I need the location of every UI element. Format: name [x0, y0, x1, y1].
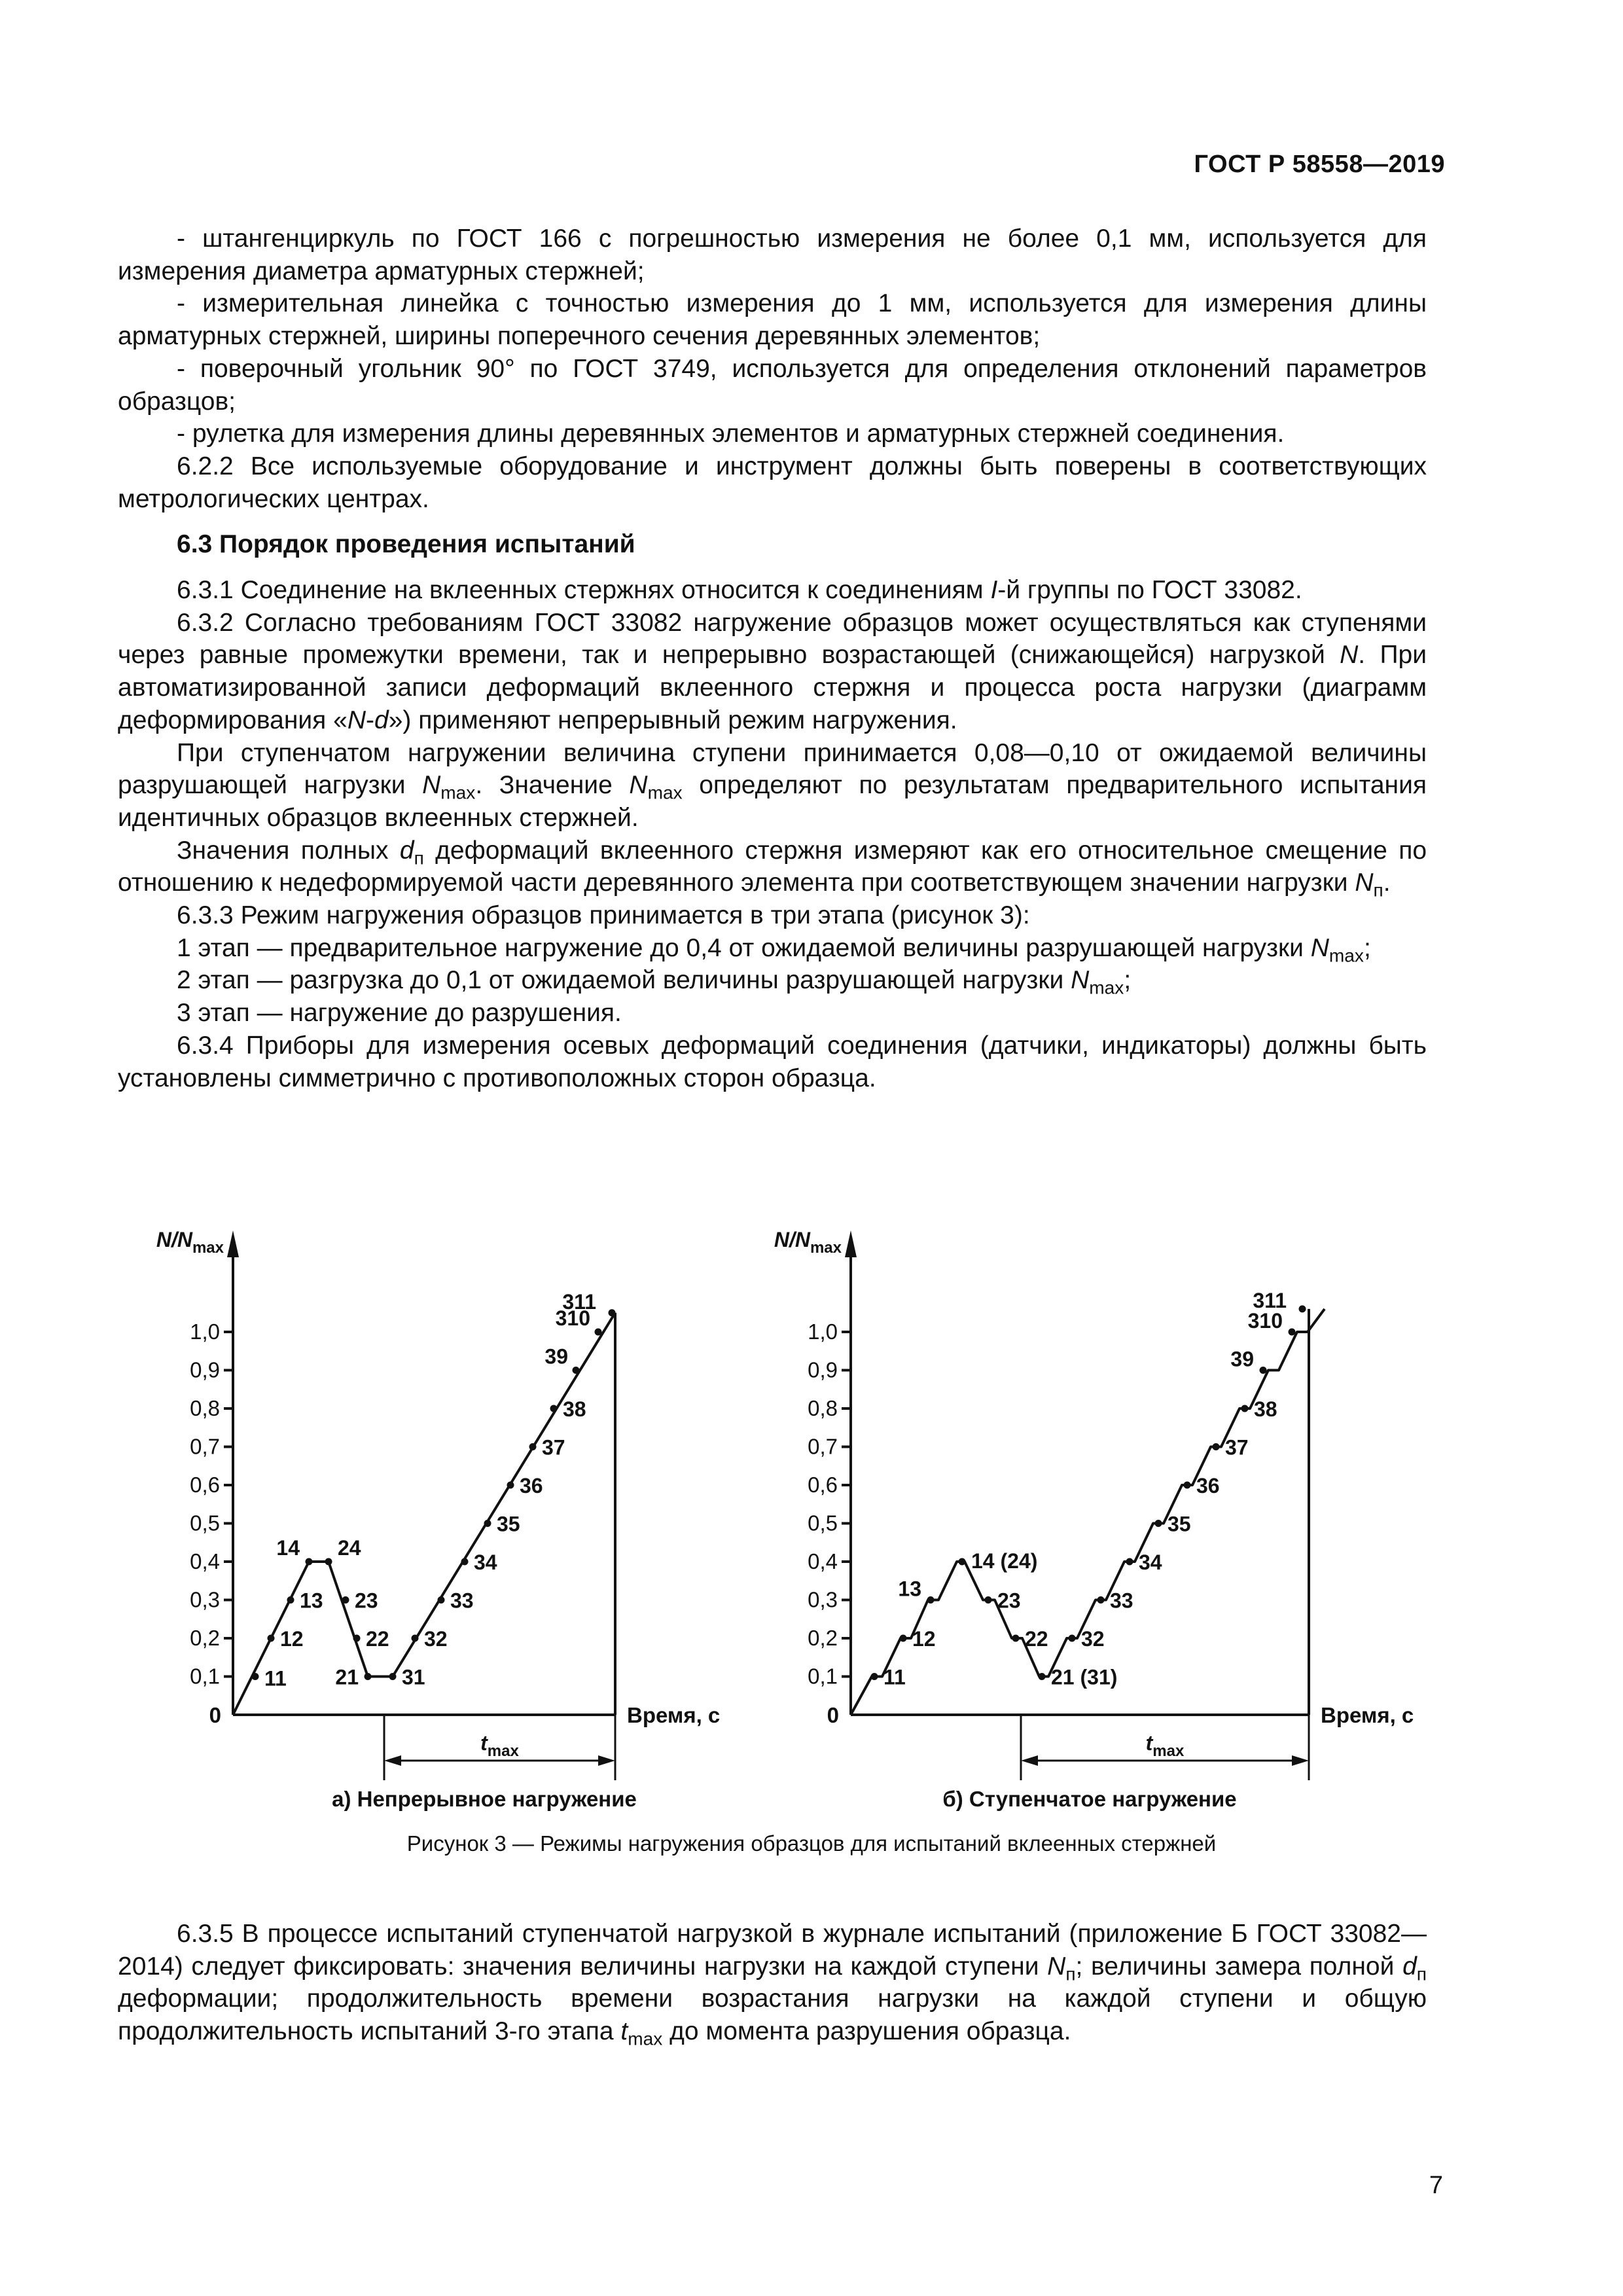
point-label: 33 [450, 1588, 474, 1613]
y-tick-label: 0,3 [808, 1587, 838, 1612]
text-run: определяют по результатам предварительного испытания идентичных образцов вклеенных стержней. [118, 771, 1427, 832]
point-label: 11 [264, 1666, 287, 1691]
subscript: max [628, 2028, 663, 2049]
italic-symbol: N [422, 771, 441, 800]
paragraph [118, 574, 1427, 607]
y-tick-label: 0,2 [808, 1626, 838, 1650]
y-tick-label: 0,2 [190, 1626, 220, 1650]
figure-caption: Рисунок 3 — Режимы нагружения образцов для испытаний вклеенных стержней [406, 1831, 1217, 1856]
point-label: 23 [355, 1588, 378, 1613]
data-point [325, 1558, 332, 1566]
text-run: 6.3.3 Режим нагружения образцов принимается в три этапа (рисунок 3): [177, 901, 1030, 930]
data-point [353, 1635, 361, 1642]
point-label: 38 [563, 1397, 586, 1421]
point-label: 310 [555, 1306, 590, 1330]
y-tick-label: 0,1 [808, 1664, 838, 1689]
y-tick-label: 0,8 [190, 1396, 220, 1420]
italic-symbol: N [1355, 869, 1374, 897]
italic-symbol: N [347, 706, 366, 734]
data-point [287, 1596, 294, 1604]
y-axis-label-main: N/N [156, 1228, 192, 1251]
tmax-arrow-left [1021, 1755, 1038, 1766]
paragraph [118, 964, 1427, 997]
y-tick-label: 0,9 [808, 1357, 838, 1382]
text-run: - [366, 706, 375, 734]
point-label: 22 [366, 1627, 389, 1651]
data-point [365, 1673, 372, 1680]
text-run: - поверочный угольник 90° по ГОСТ 3749, используется для определения отклонений параметров образцов; [118, 354, 1427, 416]
tmax-arrow-right [1292, 1755, 1309, 1766]
data-point [1213, 1443, 1220, 1450]
point-label: 33 [1110, 1588, 1133, 1613]
text-run: деформаций вклеенного стержня измеряют как его относительное смещение по отношению к недеформируемой части деревянного элемента при соответствующем значении нагрузки [118, 836, 1427, 897]
bottom-paragraph [118, 1918, 1427, 2048]
text-run: - штангенциркуль по ГОСТ 166 с погрешностью измерения не более 0,1 мм, используется для измерения диаметра арматурных стержней; [118, 224, 1427, 285]
paragraph [118, 932, 1427, 965]
y-tick-label: 0,7 [190, 1434, 220, 1459]
text-run: . При автоматизированной записи деформаций вклеенного стержня и процесса роста нагрузки (диаграмм деформирования « [118, 641, 1427, 734]
data-point [985, 1596, 992, 1604]
text-run: -й группы по ГОСТ 33082. [997, 576, 1302, 605]
tmax-label-sub: max [487, 1742, 519, 1760]
point-label: 23 [997, 1588, 1021, 1613]
paragraph [118, 737, 1427, 834]
origin-label: 0 [827, 1703, 839, 1727]
point-label: 38 [1254, 1397, 1277, 1421]
point-label: 13 [300, 1588, 323, 1613]
y-axis-label [774, 1228, 842, 1257]
data-point [507, 1482, 514, 1489]
load-curve [233, 1313, 615, 1715]
data-point [1126, 1558, 1133, 1566]
subscript: п [1416, 1964, 1427, 1984]
point-label: 311 [1253, 1288, 1287, 1312]
tmax-label-main: t [1145, 1731, 1153, 1755]
point-label: 34 [1139, 1551, 1162, 1574]
text-run: Значения полных [177, 836, 400, 865]
data-point [900, 1635, 907, 1642]
page-number: 7 [1429, 2172, 1443, 2199]
text-run: 6.3.5 В процессе испытаний ступенчатой нагрузкой в журнале испытаний (приложение Б ГОСТ 33082—2014) следует фиксировать: значения величины нагрузки на каждой ступени [118, 1920, 1427, 1981]
italic-symbol: N [1340, 641, 1359, 670]
data-point [595, 1329, 602, 1336]
data-point [461, 1558, 469, 1566]
text-run: 6.3.1 Соединение на вклеенных стержнях относится к соединениям [177, 576, 991, 605]
point-label: 21 (31) [1051, 1665, 1118, 1689]
point-label: 39 [1230, 1347, 1254, 1371]
data-point [268, 1635, 275, 1642]
point-label: 36 [520, 1474, 543, 1498]
text-run: - рулетка для измерения длины деревянных элементов и арматурных стержней соединения. [177, 420, 1285, 448]
data-point [252, 1673, 259, 1680]
text-run: - измерительная линейка с точностью измерения до 1 мм, используется для измерения длины арматурных стержней, ширины поперечного сечения деревянных элементов; [118, 289, 1427, 351]
point-label: 22 [1025, 1627, 1048, 1651]
text-run: ; величины замера полной [1075, 1952, 1403, 1981]
y-tick-label: 0,9 [190, 1357, 220, 1382]
paragraph [118, 607, 1427, 737]
y-tick-label: 0,4 [808, 1549, 838, 1573]
italic-symbol: N [1071, 966, 1090, 995]
point-label: 39 [544, 1344, 568, 1369]
point-label: 31 [402, 1665, 425, 1689]
text-run: до момента разрушения образца. [662, 2017, 1071, 2046]
x-axis-label: Время, с [1321, 1703, 1414, 1727]
data-point [1184, 1482, 1191, 1489]
data-point [1289, 1329, 1296, 1336]
paragraph [118, 450, 1427, 515]
chart-subtitle: б) Ступенчатое нагружение [942, 1787, 1237, 1811]
data-point [609, 1309, 616, 1316]
data-point [389, 1673, 397, 1680]
italic-symbol: t [620, 2017, 628, 2046]
point-label: 37 [1225, 1435, 1249, 1460]
data-point [1260, 1367, 1267, 1374]
data-point [438, 1596, 445, 1604]
paragraph [118, 418, 1427, 450]
body-text [118, 223, 1427, 1094]
point-label: 14 [276, 1536, 300, 1560]
data-point [1012, 1635, 1020, 1642]
paragraph [118, 899, 1427, 932]
subscript: max [647, 782, 683, 803]
chart-subtitle: а) Непрерывное нагружение [332, 1787, 637, 1811]
y-axis-label [156, 1228, 224, 1257]
point-label: 32 [424, 1627, 448, 1651]
point-label: 310 [1247, 1309, 1283, 1333]
point-label: 34 [474, 1551, 497, 1574]
subscript: п [1373, 880, 1383, 901]
y-tick-label: 0,1 [190, 1664, 220, 1689]
italic-symbol: d [1402, 1952, 1417, 1981]
section-heading [118, 528, 1427, 561]
text-run: При ступенчатом нагружении величина ступени принимается 0,08—0,10 от ожидаемой величины разрушающей нагрузки [118, 738, 1427, 800]
y-tick-label: 0,3 [190, 1587, 220, 1612]
tmax-arrow-right [598, 1755, 615, 1766]
x-axis-label: Время, с [627, 1703, 721, 1727]
paragraph [118, 834, 1427, 899]
y-tick-label: 0,4 [190, 1549, 220, 1573]
point-label: 11 [883, 1665, 906, 1689]
y-tick-label: 0,7 [808, 1434, 838, 1459]
data-point [412, 1635, 419, 1642]
data-point [1069, 1635, 1076, 1642]
data-point [550, 1405, 558, 1412]
italic-symbol: N [629, 771, 648, 800]
data-point [573, 1367, 580, 1374]
y-tick-label: 0,5 [808, 1511, 838, 1535]
data-point [529, 1443, 537, 1450]
point-label: 32 [1081, 1627, 1105, 1651]
text-run: 1 этап — предварительное нагружение до 0,4 от ожидаемой величины разрушающей нагрузки [177, 933, 1311, 962]
paragraph [118, 287, 1427, 352]
point-label: 12 [280, 1627, 304, 1651]
data-point [342, 1596, 349, 1604]
subscript: max [1329, 945, 1364, 966]
y-tick-label: 1,0 [808, 1319, 838, 1344]
point-label: 14 (24) [971, 1549, 1038, 1573]
data-point [1097, 1596, 1105, 1604]
point-label: 311 [562, 1289, 596, 1314]
paragraph [118, 1918, 1427, 2048]
paragraph [118, 997, 1427, 1030]
text-run: ; [1124, 966, 1132, 995]
paragraph [118, 353, 1427, 418]
point-label: 37 [542, 1435, 565, 1460]
y-tick-label: 0,6 [808, 1473, 838, 1497]
text-run: 6.3.2 Согласно требованиям ГОСТ 33082 нагружение образцов может осуществляться как ступенями через равные промежутки времени, так и непрерывно возрастающей (снижающейся) нагрузкой [118, 608, 1427, 670]
data-point [1039, 1673, 1046, 1680]
y-axis-arrow [227, 1230, 239, 1257]
data-point [1299, 1305, 1306, 1312]
y-axis-label-main: N/N [774, 1228, 810, 1251]
y-axis-label-sub: max [810, 1239, 842, 1257]
data-point [484, 1520, 491, 1527]
y-axis-label-sub: max [192, 1239, 224, 1257]
y-tick-label: 1,0 [190, 1319, 220, 1344]
data-point [927, 1596, 935, 1604]
point-label: 36 [1196, 1474, 1220, 1498]
figure-3 [124, 1217, 1433, 1833]
y-tick-label: 0,8 [808, 1396, 838, 1420]
paragraph [118, 223, 1427, 287]
y-axis-arrow [845, 1230, 857, 1257]
point-label: 12 [912, 1627, 936, 1651]
text-run: 6.2.2 Все используемые оборудование и инструмент должны быть поверены в соответствующих метрологических центрах. [118, 452, 1427, 513]
document-header: ГОСТ Р 58558—2019 [1194, 151, 1445, 178]
subscript: п [414, 848, 424, 869]
tmax-arrow-left [384, 1755, 401, 1766]
text-run: 2 этап — разгрузка до 0,1 от ожидаемой величины разрушающей нагрузки [177, 966, 1071, 995]
data-point [959, 1558, 966, 1566]
point-label: 13 [898, 1577, 921, 1601]
data-point [1155, 1520, 1162, 1527]
point-label: 35 [497, 1512, 520, 1536]
tmax-label-main: t [480, 1731, 488, 1755]
point-label: 21 [335, 1665, 359, 1689]
point-label: 24 [338, 1536, 361, 1560]
figure-3-svg [124, 1217, 1433, 1833]
italic-symbol: d [399, 836, 414, 865]
text-run: 6.3.4 Приборы для измерения осевых деформаций соединения (датчики, индикаторы) должны быть установлены симметрично с противоположных сторон образца. [118, 1031, 1427, 1092]
tmax-label [480, 1731, 519, 1760]
text-run: ; [1363, 933, 1371, 962]
y-tick-label: 0,6 [190, 1473, 220, 1497]
data-point [306, 1558, 313, 1566]
italic-symbol: d [374, 706, 389, 734]
text-run: . [1383, 869, 1391, 897]
point-label: 35 [1168, 1512, 1191, 1536]
data-point [871, 1673, 878, 1680]
text-run: 3 этап — нагружение до разрушения. [177, 999, 622, 1028]
text-run: ») применяют непрерывный режим нагружения. [388, 706, 957, 734]
italic-symbol: N [1310, 933, 1329, 962]
subscript: п [1065, 1964, 1076, 1984]
italic-symbol: I [990, 576, 998, 605]
subscript: max [1089, 977, 1124, 998]
tmax-label [1146, 1731, 1185, 1760]
text-run: 6.3 Порядок проведения испытаний [177, 530, 635, 559]
text-run: . Значение [475, 771, 630, 800]
text-run: деформации; продолжительность времени возрастания нагрузки на каждой ступени и общую продолжительность испытаний 3-го этапа [118, 1984, 1427, 2046]
italic-symbol: N [1047, 1952, 1066, 1981]
origin-label: 0 [209, 1703, 221, 1727]
paragraph [118, 1030, 1427, 1094]
tmax-label-sub: max [1152, 1742, 1185, 1760]
y-tick-label: 0,5 [190, 1511, 220, 1535]
data-point [1241, 1405, 1249, 1412]
subscript: max [440, 782, 476, 803]
